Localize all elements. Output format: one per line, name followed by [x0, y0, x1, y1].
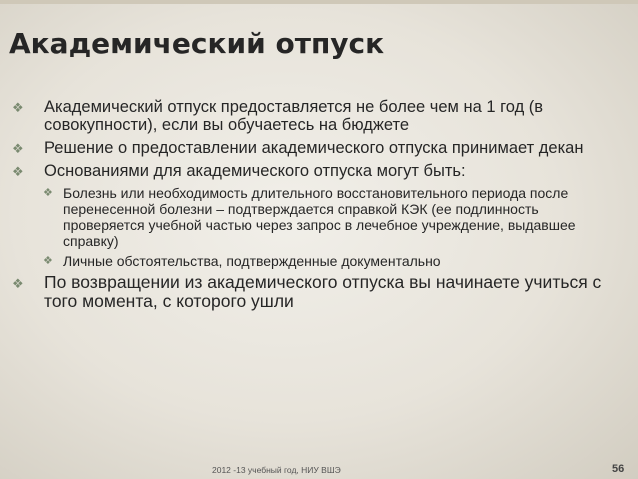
diamond-bullet-icon: ❖ [43, 187, 53, 199]
page-number: 56 [612, 463, 625, 475]
slide-title: Академический отпуск [9, 27, 385, 60]
sub-bullet-text: Болезнь или необходимость длительного восстановительного периода после перенесенной болезни – подтверждается справкой КЭК (ее подлинность проверяется учебной частью через запрос в лечебное учреждение, выдавшее справку) [63, 185, 576, 249]
bullet-item [0, 273, 630, 311]
diamond-bullet-icon: ❖ [12, 141, 24, 156]
bullet-text: По возвращении из академического отпуска вы начинаете учиться с того момента, с которого ушли [44, 272, 602, 311]
decor-strip [0, 0, 638, 4]
sub-bullet-item [0, 185, 630, 249]
sub-bullet-item [0, 253, 630, 269]
diamond-bullet-icon: ❖ [12, 276, 24, 291]
footer-text: 2012 -13 учебный год, НИУ ВШЭ [212, 465, 341, 475]
diamond-bullet-icon: ❖ [12, 164, 24, 179]
slide-content [0, 98, 630, 316]
sub-bullet-text: Личные обстоятельства, подтвержденные документально [63, 253, 441, 269]
bullet-text: Основаниями для академического отпуска могут быть: [44, 162, 466, 180]
diamond-bullet-icon: ❖ [12, 100, 24, 115]
bullet-item [0, 139, 630, 157]
bullet-text: Решение о предоставлении академического отпуска принимает декан [44, 139, 584, 157]
diamond-bullet-icon: ❖ [43, 255, 53, 267]
bullet-item [0, 98, 630, 134]
bullet-item [0, 162, 630, 180]
bullet-text: Академический отпуск предоставляется не более чем на 1 год (в совокупности), если вы обучаетесь на бюджете [44, 98, 544, 134]
